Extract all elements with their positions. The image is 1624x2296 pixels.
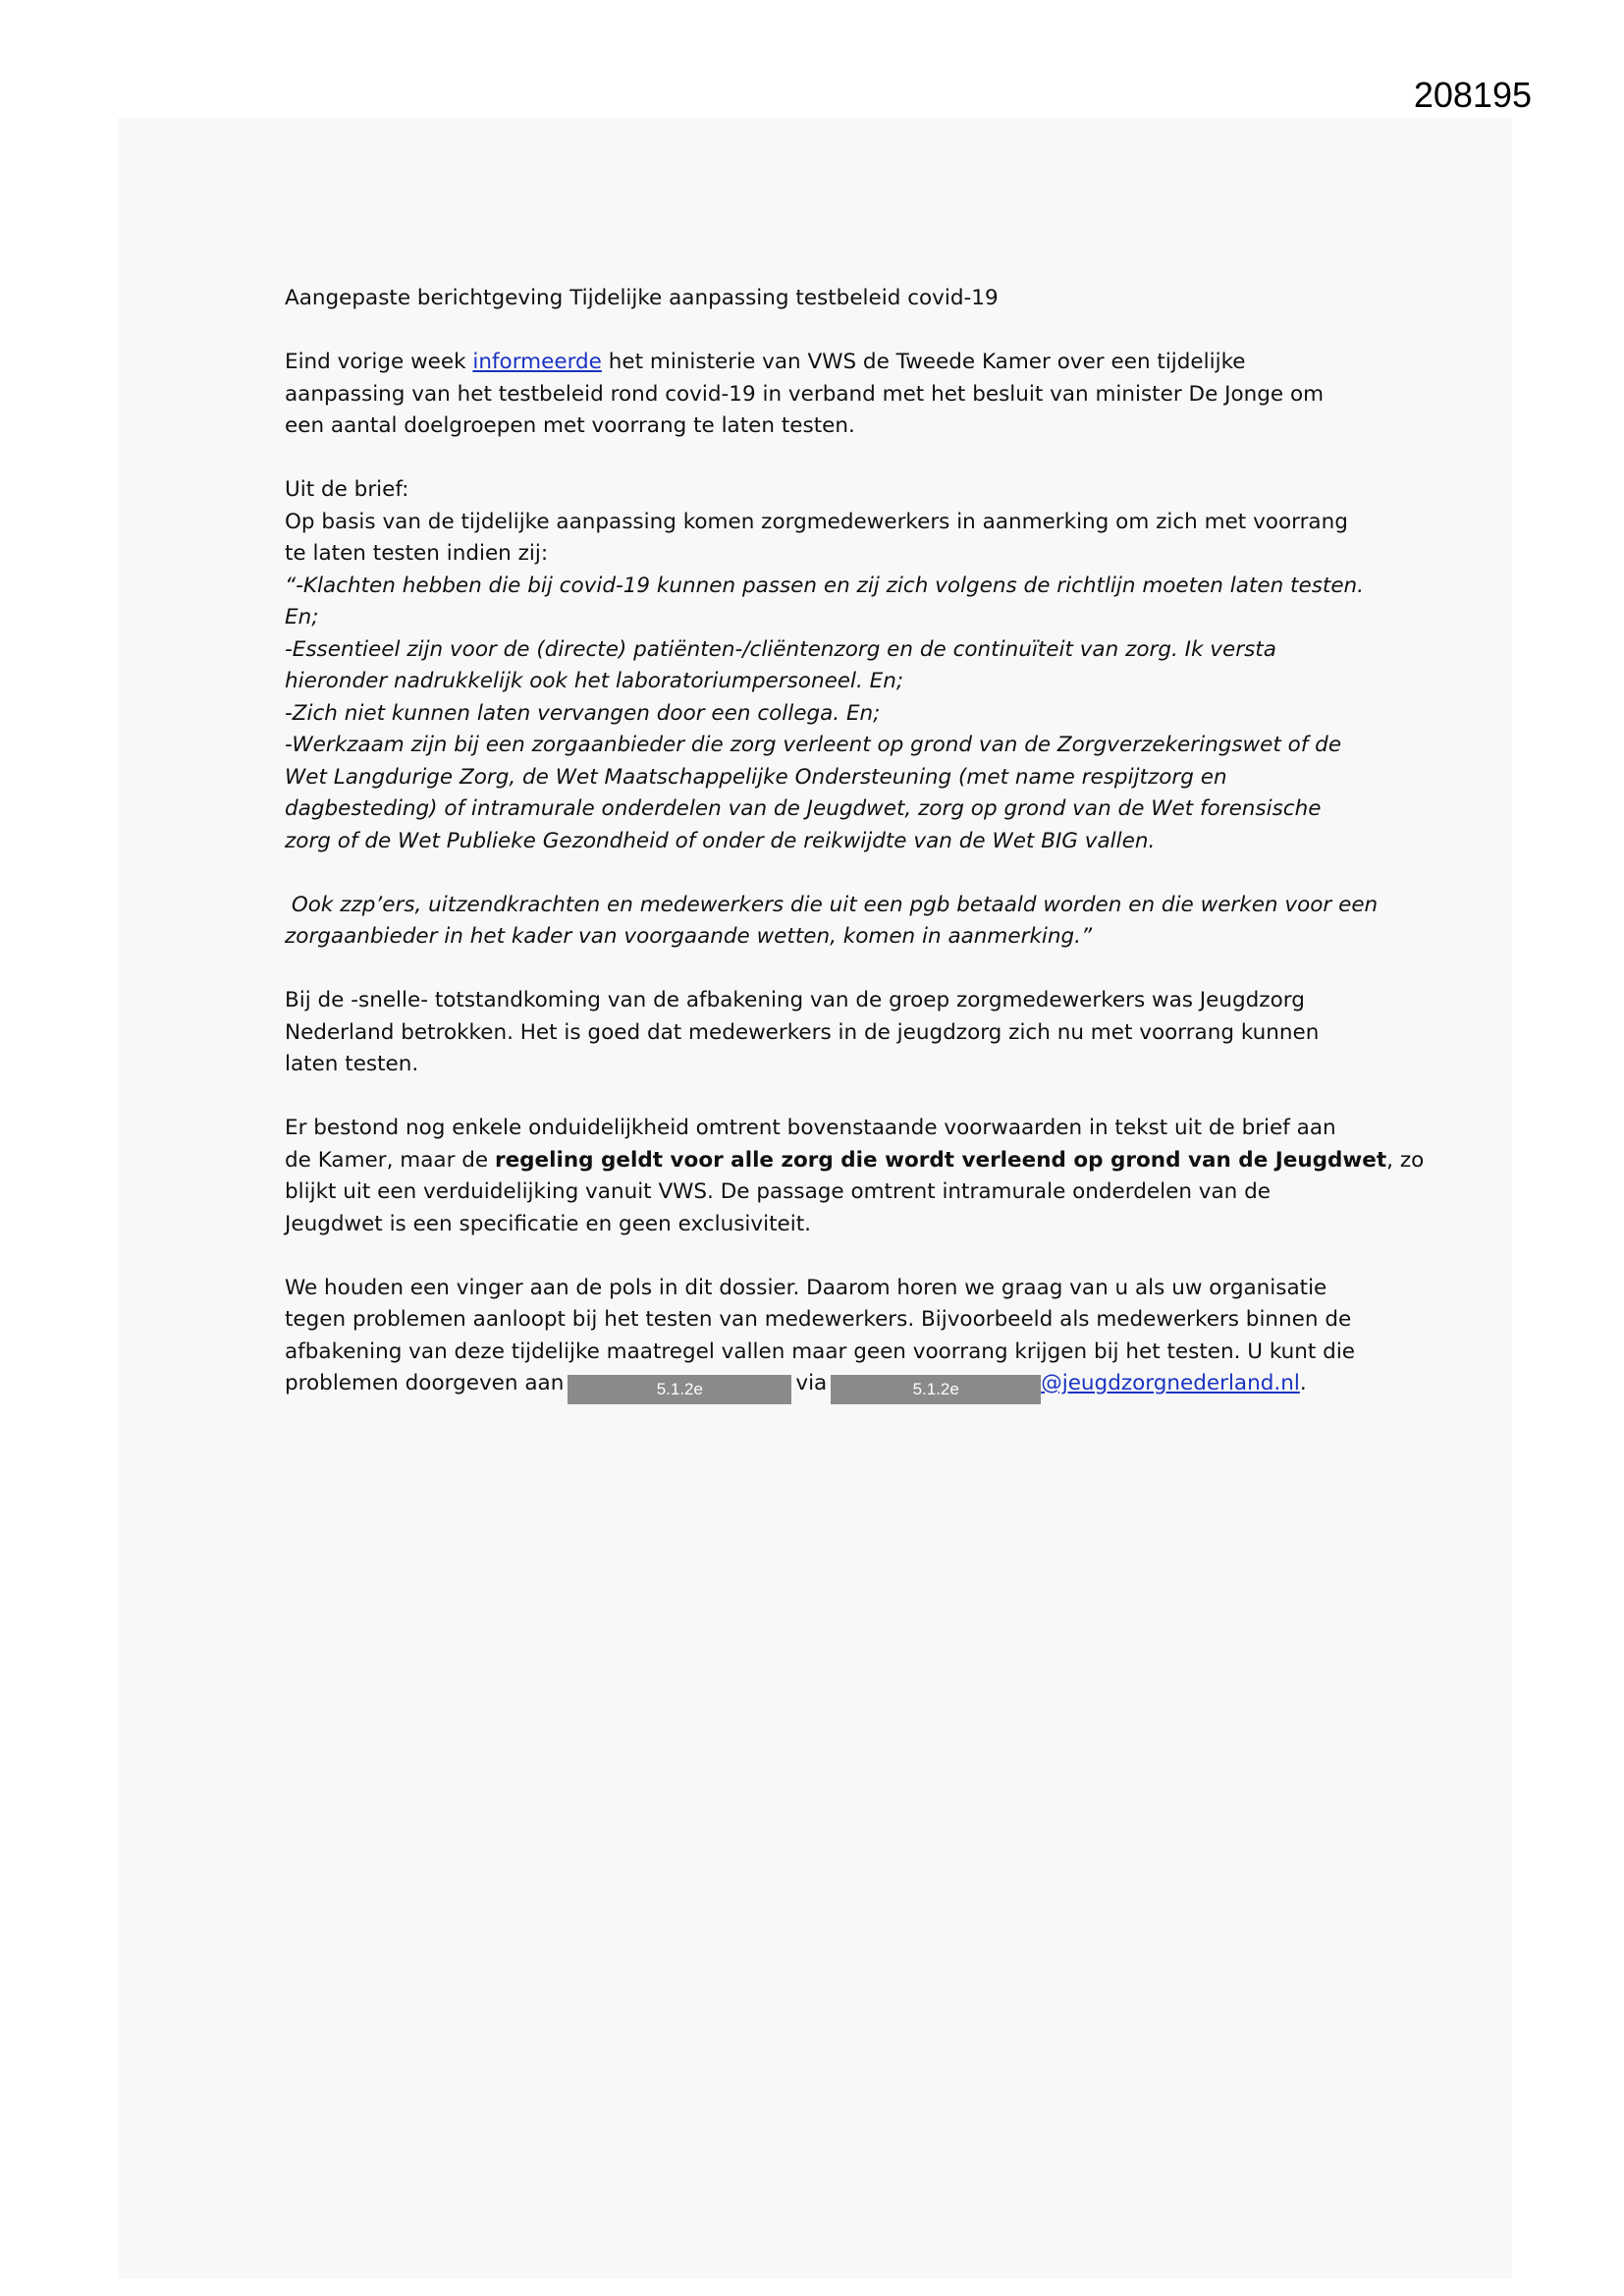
paragraph-contact: We houden een vinger aan de pols in dit dossier. Daarom horen we graag van u als uw organisatie tegen problemen aanloopt bij het testen van medewerkers. Bijvoorbeeld als medewerkers binnen de afbakening van deze tijdelijke maatregel vallen maar geen voorrang krijgen bij het testen. U kunt die problemen doorgeven aan 5.1.2e via 5.1.2e @jeugdzorgnederland.nl. <box>285 1273 1384 1400</box>
informeerde-link[interactable]: informeerde <box>472 350 602 374</box>
paragraph-intro: Eind vorige week informeerde het ministerie van VWS de Tweede Kamer over een tijdelijke aanpassing van het testbeleid rond covid-19 in verband met het besluit van minister De Jonge om een aantal doelgroepen met voorrang te laten testen. <box>285 350 1325 438</box>
document-id: 208195 <box>1413 75 1532 115</box>
letter-body <box>285 283 1425 1400</box>
paragraph-quote-end: Ook zzp’ers, uitzendkrachten en medewerkers die uit een pgb betaald worden en die werken voor een zorgaanbieder in het kader van voorgaande wetten, komen in aanmerking.” <box>285 892 1379 949</box>
letter-title: Aangepaste berichtgeving Tijdelijke aanpassing testbeleid covid-19 <box>285 286 999 310</box>
email-link[interactable]: @jeugdzorgnederland.nl <box>1041 1371 1300 1395</box>
redaction-box: 5.1.2e <box>568 1375 791 1404</box>
paragraph-quote: Uit de brief: Op basis van de tijdelijke aanpassing komen zorgmedewerkers in aanmerking om zich met voorrang te laten testen indien zij: “-Klachten hebben die bij covid-19 kunnen passen en zij zich volgens de richtlijn moeten laten testen. En; -Essentieel zijn voor de (directe) patiënten-/cliëntenzorg en de continuïteit van zorg. Ik versta hieronder nadrukkelijk ook het laboratoriumpersoneel. En; -Zich niet kunnen laten vervangen door een collega. En; -Werkzaam zijn bij een zorgaanbieder die zorg verleent op grond van de Zorgverzekeringswet of de Wet Langdurige Zorg, de Wet Maatschappelijke Ondersteuning (met name respijtzorg en dagbesteding) of intramurale onderdelen van de Jeugdwet, zorg op grond van de Wet forensische zorg of de Wet Publieke Gezondheid of onder de reikwijdte van de Wet BIG vallen. <box>285 477 1365 853</box>
paragraph-involvement: Bij de -snelle- totstandkoming van de afbakening van de groep zorgmedewerkers was Jeugdzorg Nederland betrokken. Het is goed dat medewerkers in de jeugdzorg zich nu met voorrang kunnen laten testen. <box>285 988 1320 1076</box>
paragraph-clarification: Er bestond nog enkele onduidelijkheid omtrent bovenstaande voorwaarden in tekst uit de brief aan de Kamer, maar de regeling geldt voor alle zorg die wordt verleend op grond van de Jeugdwet, zo blijkt uit een verduidelijking vanuit VWS. De passage omtrent intramurale onderdelen van de Jeugdwet is een specificatie en geen exclusiviteit. <box>285 1116 1425 1236</box>
redaction-box: 5.1.2e <box>831 1375 1041 1404</box>
bold-statement: regeling geldt voor alle zorg die wordt verleend op grond van de Jeugdwet <box>494 1147 1387 1173</box>
